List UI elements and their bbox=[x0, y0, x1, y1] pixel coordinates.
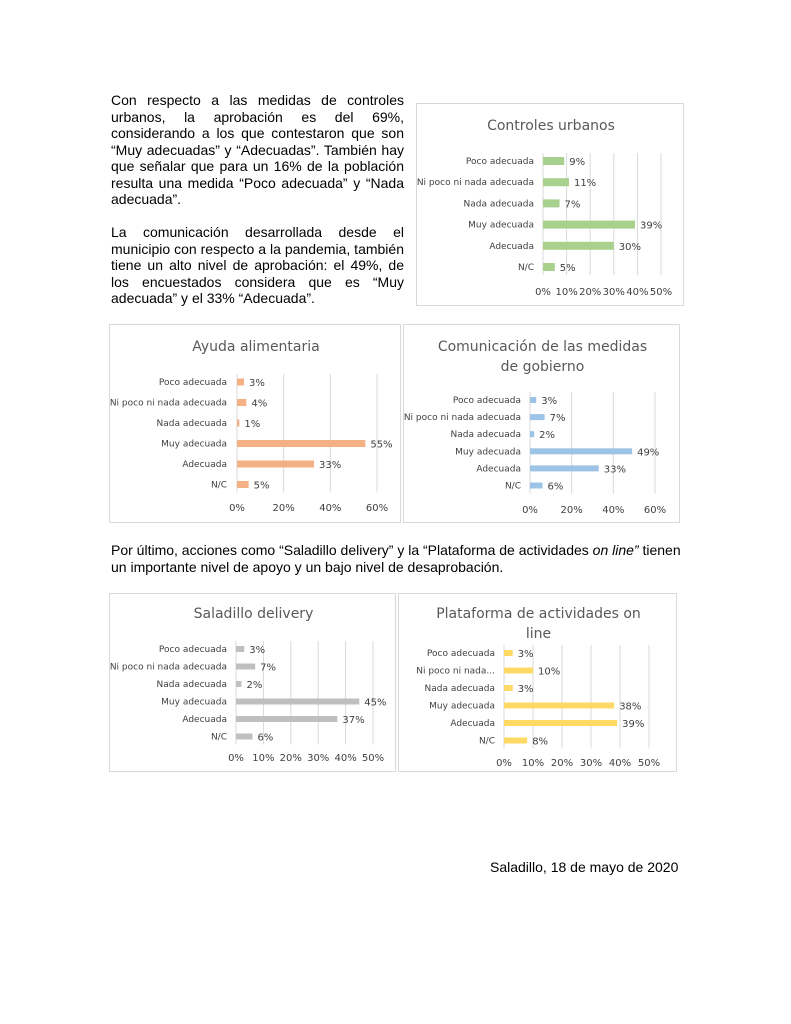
category-label: Poco adecuada bbox=[452, 396, 521, 406]
x-tick-label: 0% bbox=[229, 503, 245, 514]
data-label: 37% bbox=[342, 715, 365, 726]
category-label: N/C bbox=[517, 263, 534, 273]
category-label: Nada adecuada bbox=[424, 684, 495, 694]
chart-title: line bbox=[525, 626, 552, 642]
data-label: 5% bbox=[559, 263, 576, 274]
x-tick-label: 40% bbox=[608, 758, 632, 769]
bar bbox=[504, 650, 513, 656]
data-label: 3% bbox=[517, 684, 534, 695]
data-label: 4% bbox=[251, 398, 268, 410]
category-label: Nada adecuada bbox=[450, 430, 521, 441]
x-tick-label: 30% bbox=[602, 287, 625, 298]
x-tick-label: 30% bbox=[579, 758, 603, 769]
bar bbox=[530, 397, 536, 403]
category-label: Muy adecuada bbox=[455, 447, 521, 458]
data-label: 49% bbox=[637, 447, 660, 459]
chart-controles-urbanos bbox=[416, 103, 684, 306]
chart-ayuda-alimentaria bbox=[109, 324, 401, 523]
category-label: Adecuada bbox=[182, 460, 227, 470]
data-label: 7% bbox=[549, 413, 566, 425]
category-label: Ni poco ni nada adecuada bbox=[404, 413, 521, 424]
x-tick-label: 20% bbox=[272, 503, 295, 514]
chart-plataforma-actividades bbox=[398, 593, 677, 772]
data-label: 30% bbox=[618, 241, 642, 253]
bar bbox=[530, 448, 632, 454]
category-label: Poco adecuada bbox=[465, 157, 534, 167]
category-label: N/C bbox=[210, 732, 227, 743]
bar bbox=[237, 379, 244, 386]
data-label: 39% bbox=[640, 220, 663, 232]
category-label: Ni poco ni nada... bbox=[416, 666, 495, 677]
data-label: 6% bbox=[257, 732, 274, 744]
x-tick-label: 20% bbox=[560, 505, 583, 516]
category-label: N/C bbox=[478, 736, 495, 747]
bar bbox=[237, 440, 365, 447]
x-tick-label: 60% bbox=[643, 505, 667, 516]
bar bbox=[543, 242, 614, 250]
category-label: Muy adecuada bbox=[429, 701, 495, 712]
bar bbox=[236, 734, 252, 740]
data-label: 3% bbox=[249, 378, 265, 389]
x-tick-label: 40% bbox=[319, 503, 342, 514]
category-label: Ni poco ni nada adecuada bbox=[110, 398, 227, 409]
bar bbox=[530, 414, 545, 420]
category-label: Nada adecuada bbox=[156, 680, 227, 690]
category-label: Poco adecuada bbox=[426, 649, 495, 659]
data-label: 3% bbox=[541, 396, 558, 407]
chart-title: Ayuda alimentaria bbox=[192, 339, 320, 355]
bar bbox=[543, 263, 555, 271]
bar bbox=[530, 465, 599, 471]
category-label: N/C bbox=[504, 481, 521, 492]
bar bbox=[543, 157, 564, 165]
data-label: 2% bbox=[539, 430, 556, 442]
data-label: 5% bbox=[253, 480, 270, 492]
x-tick-label: 0% bbox=[228, 753, 244, 764]
bar bbox=[504, 685, 513, 691]
paragraph-acciones-part2: tienen un importante nivel de apoyo y un bajo nivel de desaprobación. bbox=[111, 542, 681, 575]
bar bbox=[236, 716, 337, 722]
bar bbox=[530, 431, 534, 437]
bar bbox=[236, 699, 359, 705]
data-label: 7% bbox=[260, 662, 277, 674]
x-tick-label: 0% bbox=[522, 505, 538, 516]
category-label: Muy adecuada bbox=[161, 439, 227, 450]
bar bbox=[236, 646, 244, 652]
chart-saladillo-delivery bbox=[109, 593, 396, 772]
data-label: 7% bbox=[564, 199, 581, 211]
chart-svg bbox=[417, 104, 685, 307]
paragraph-acciones-em: on line” bbox=[592, 542, 639, 558]
x-tick-label: 50% bbox=[361, 753, 385, 764]
data-label: 55% bbox=[370, 439, 393, 451]
category-label: Nada adecuada bbox=[463, 199, 534, 210]
paragraph-controles: Con respecto a las medidas de controles urbanos, la aprobación es del 69%, considerando a los que contestaron que son “Muy adecuadas” y “Adecuadas”. También hay que señalar que para un 16% de la población resulta una medida “Poco adecuada” y “Nada adecuada”. bbox=[111, 92, 404, 207]
category-label: Poco adecuada bbox=[158, 645, 227, 655]
category-label: Adecuada bbox=[489, 241, 534, 252]
bar bbox=[504, 668, 533, 674]
data-label: 39% bbox=[622, 719, 645, 730]
bar bbox=[543, 221, 635, 229]
chart-title: Saladillo delivery bbox=[193, 606, 314, 622]
category-label: Nada adecuada bbox=[156, 419, 227, 429]
x-tick-label: 0% bbox=[535, 287, 551, 298]
data-label: 33% bbox=[603, 464, 626, 476]
paragraph-acciones-part1: Por último, acciones como “Saladillo delivery” y la “Plataforma de actividades bbox=[111, 542, 593, 558]
chart-title: Controles urbanos bbox=[487, 118, 615, 134]
data-label: 2% bbox=[246, 680, 263, 691]
bar bbox=[543, 199, 560, 207]
category-label: Adecuada bbox=[476, 464, 521, 475]
chart-title: de gobierno bbox=[500, 359, 585, 375]
category-label: Muy adecuada bbox=[161, 697, 227, 708]
category-label: N/C bbox=[210, 480, 227, 491]
chart-svg bbox=[110, 325, 402, 524]
chart-title: Plataforma de actividades on bbox=[436, 606, 641, 622]
category-label: Adecuada bbox=[450, 719, 495, 729]
x-tick-label: 40% bbox=[626, 287, 649, 298]
data-label: 3% bbox=[517, 649, 534, 660]
x-tick-label: 20% bbox=[550, 758, 574, 769]
data-label: 8% bbox=[532, 736, 549, 748]
paragraph-comunicacion: La comunicación desarrollada desde el municipio con respecto a la pandemia, también tiene un alto nivel de aprobación: el 49%, de los encuestados considera que es “Muy adecuada” y el 33% “Adecuada”. bbox=[111, 224, 404, 306]
x-tick-label: 30% bbox=[307, 753, 330, 764]
x-tick-label: 60% bbox=[365, 503, 389, 514]
x-tick-label: 10% bbox=[555, 287, 578, 298]
x-tick-label: 20% bbox=[579, 287, 602, 298]
chart-svg bbox=[399, 594, 678, 773]
category-label: Ni poco ni nada adecuada bbox=[110, 662, 227, 673]
bar bbox=[237, 461, 314, 468]
data-label: 33% bbox=[319, 460, 342, 471]
data-label: 11% bbox=[573, 178, 597, 190]
category-label: Adecuada bbox=[182, 715, 227, 725]
category-label: Poco adecuada bbox=[158, 378, 227, 388]
x-tick-label: 40% bbox=[334, 753, 357, 764]
x-tick-label: 10% bbox=[252, 753, 275, 764]
x-tick-label: 50% bbox=[637, 758, 661, 769]
chart-svg bbox=[110, 594, 397, 773]
chart-title: Comunicación de las medidas bbox=[437, 339, 648, 355]
bar bbox=[504, 703, 614, 709]
bar bbox=[237, 481, 249, 488]
bar bbox=[237, 420, 239, 427]
x-tick-label: 20% bbox=[279, 753, 302, 764]
x-tick-label: 10% bbox=[521, 758, 545, 769]
data-label: 6% bbox=[547, 481, 564, 493]
x-tick-label: 0% bbox=[496, 758, 512, 769]
x-tick-label: 50% bbox=[649, 287, 673, 298]
bar bbox=[530, 483, 543, 489]
bar bbox=[504, 738, 527, 744]
data-label: 3% bbox=[249, 645, 266, 656]
paragraph-acciones bbox=[111, 542, 691, 575]
footer-date: Saladillo, 18 de mayo de 2020 bbox=[490, 859, 679, 875]
x-tick-label: 40% bbox=[602, 505, 625, 516]
category-label: Ni poco ni nada adecuada bbox=[417, 178, 534, 189]
data-label: 1% bbox=[244, 419, 261, 430]
chart-comunicacion-medidas bbox=[403, 324, 680, 523]
data-label: 38% bbox=[619, 701, 642, 713]
data-label: 45% bbox=[364, 697, 387, 709]
bar bbox=[237, 399, 246, 406]
bar bbox=[236, 681, 241, 687]
bar bbox=[543, 178, 569, 186]
chart-svg bbox=[404, 325, 681, 524]
data-label: 9% bbox=[569, 157, 586, 168]
bar bbox=[236, 664, 255, 670]
bar bbox=[504, 720, 617, 726]
data-label: 10% bbox=[538, 666, 561, 678]
category-label: Muy adecuada bbox=[468, 220, 534, 231]
